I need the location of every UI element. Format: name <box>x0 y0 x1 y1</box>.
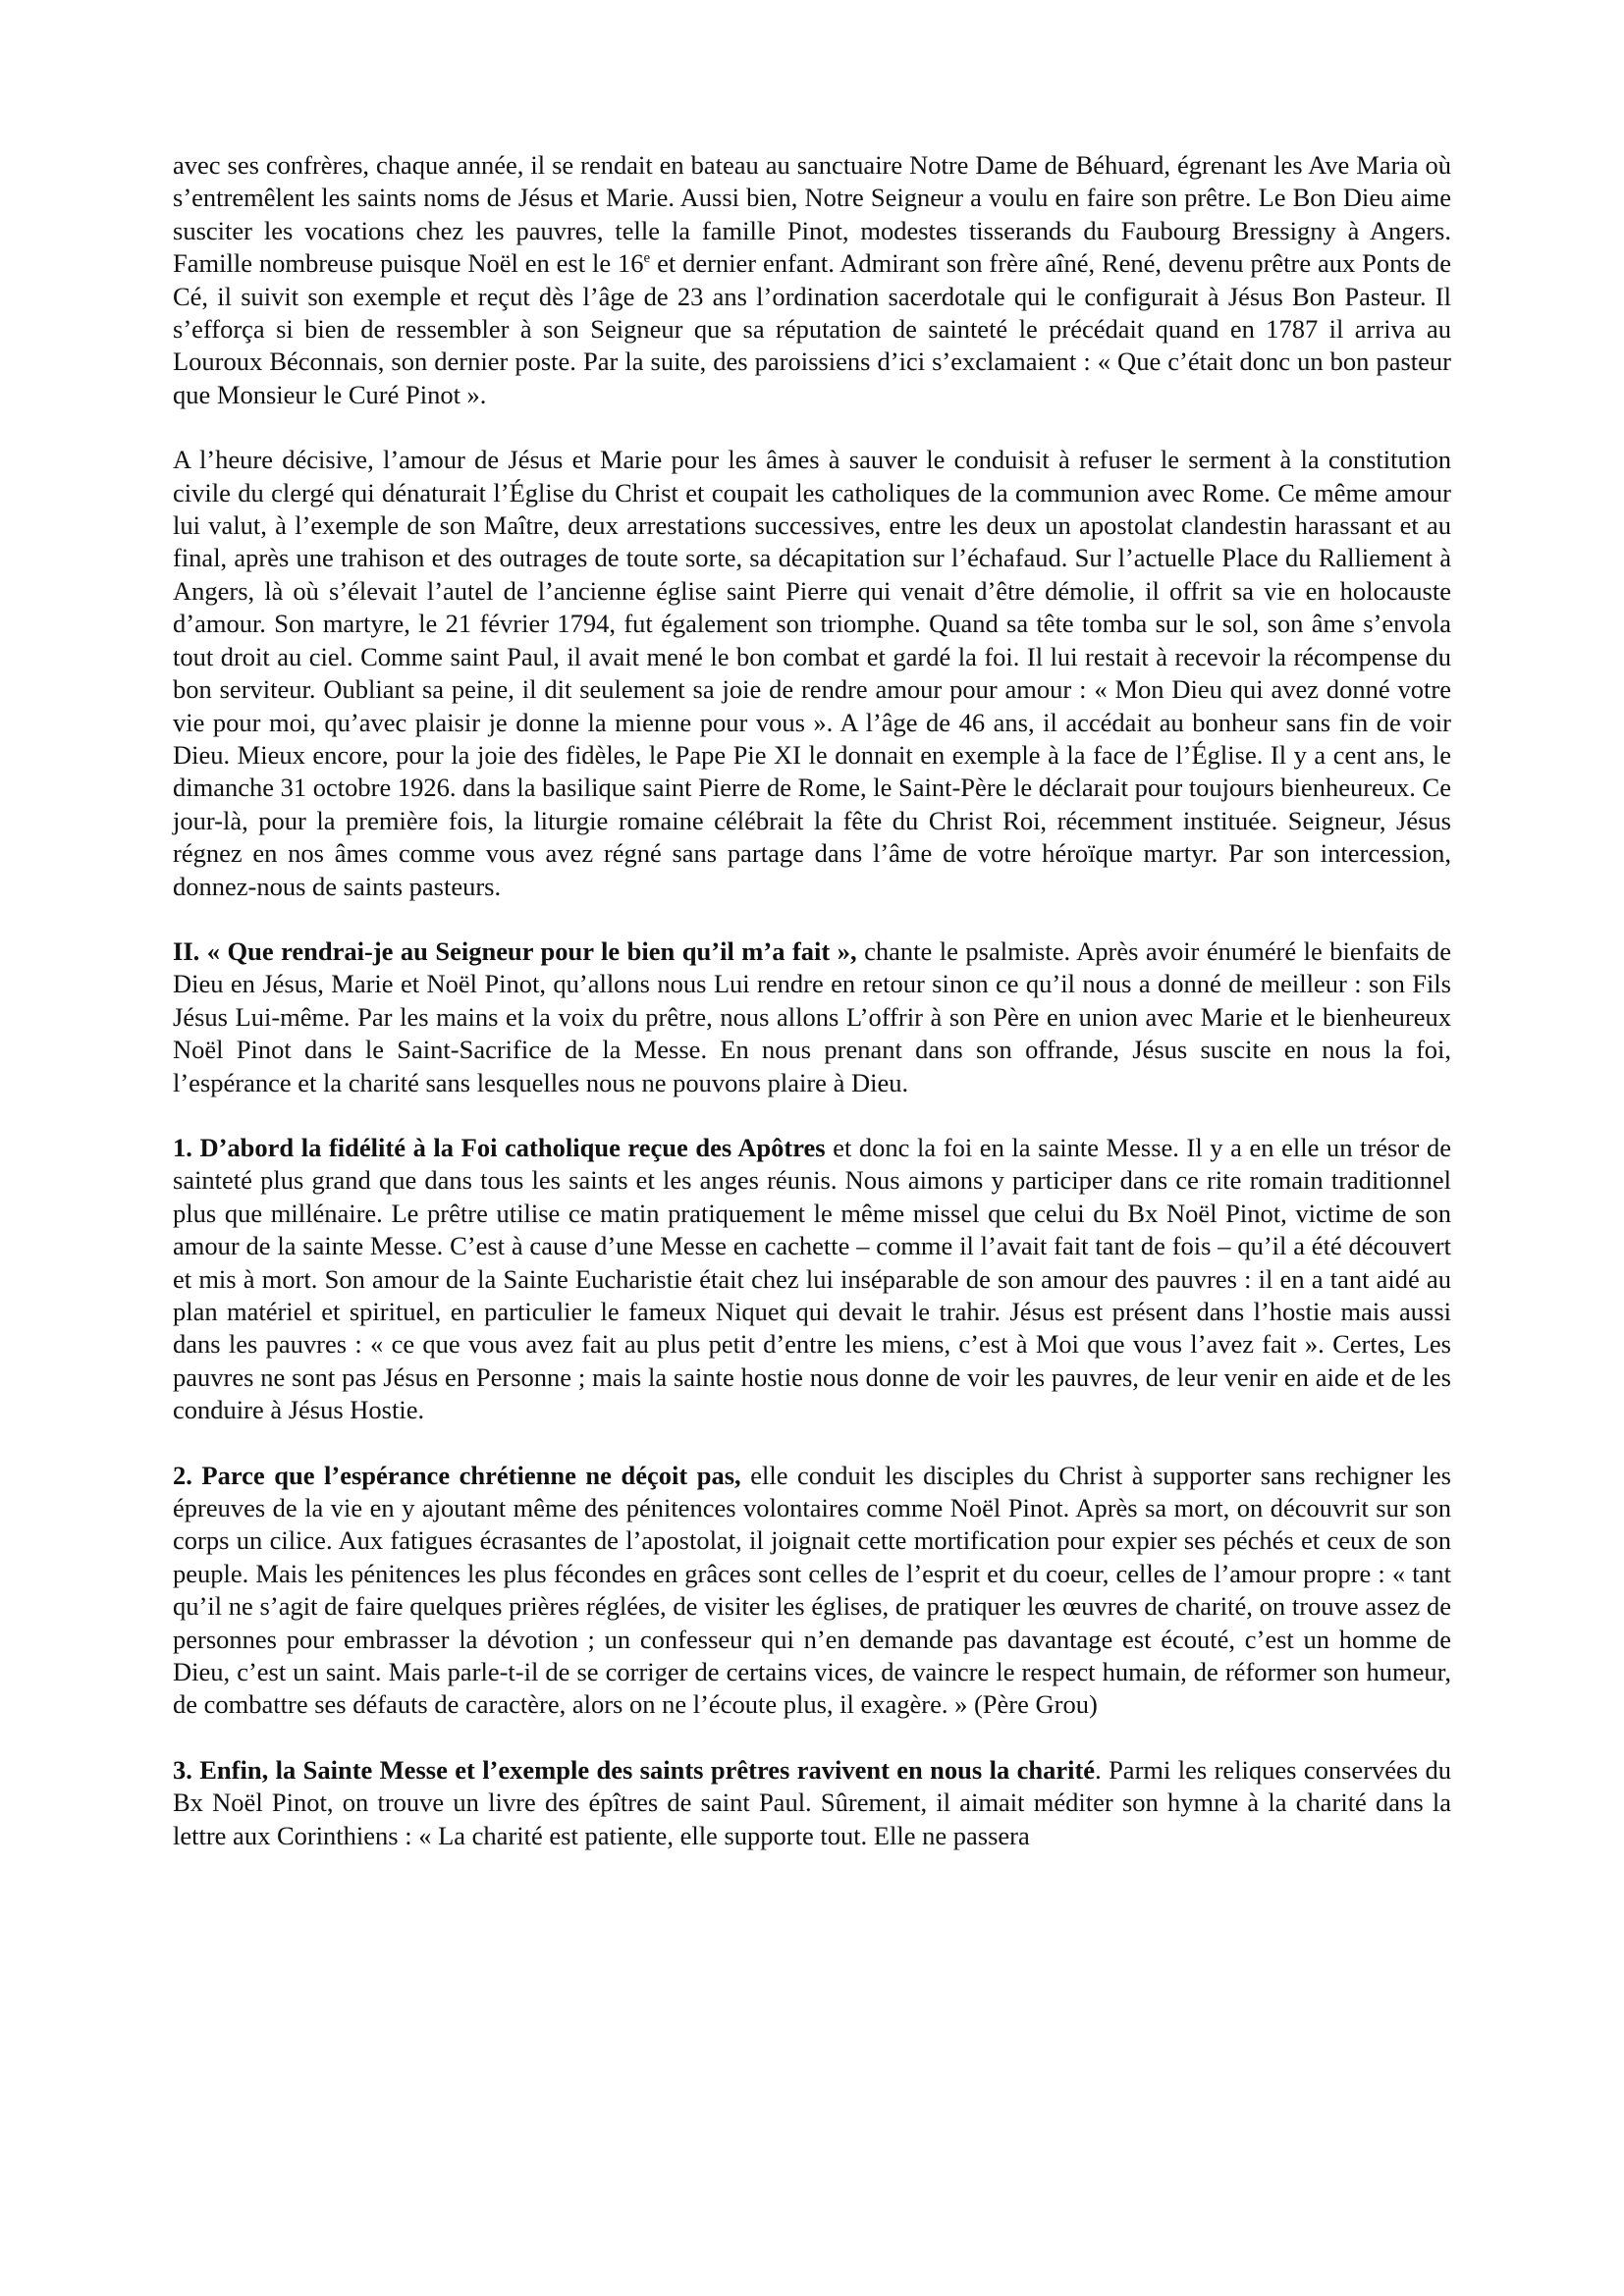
paragraph-pinot-vocation <box>173 149 1451 411</box>
paragraph-text: chante le psalmiste. Après avoir énuméré le bienfaits de Dieu en Jésus, Marie et Noël Pinot, qu’allons nous Lui rendre en retour sinon ce qu’il nous a donné de meilleur : son Fils Jésus Lui-même. Par les mains et la voix du prêtre, nous allons L’offrir à son Père en union avec Marie et le bienheureux Noël Pinot dans le Saint-Sacrifice de la Messe. En nous prenant dans son offrande, Jésus suscite en nous la foi, l’espérance et la charité sans lesquelles nous ne pouvons plaire à Dieu. <box>173 935 1451 1097</box>
paragraph-text: elle conduit les disciples du Christ à supporter sans rechigner les épreuves de la vie en y ajoutant même des pénitences volontaires comme Noël Pinot. Après sa mort, on découvrit sur son corps un cilice. Aux fatigues écrasantes de l’apostolat, il joignait cette mortification pour expier ses péchés et ceux de son peuple. Mais les pénitences les plus fécondes en grâces sont celles de l’esprit et du coeur, celles de l’amour propre : « tant qu’il ne s’agit de faire quelques prières réglées, de visiter les églises, de pratiquer les œuvres de charité, on trouve assez de personnes pour embrasser la dévotion ; un confesseur qui n’en demande pas davantage est écouté, c’est un homme de Dieu, c’est un saint. Mais parle-t-il de se corriger de certains vices, de vaincre le respect humain, de réformer son humeur, de combattre ses défauts de caractère, alors on ne l’écoute plus, il exagère. » (Père Grou) <box>173 1460 1451 1720</box>
paragraph-text: avec ses confrères, chaque année, il se rendait en bateau au sanctuaire Notre Dame de Béhuard, égrenant les Ave Maria où s’entremêlent les saints noms de Jésus et Marie. Aussi bien, Notre Seigneur a voulu en faire son prêtre. Le Bon Dieu aime susciter les vocations chez les pauvres, telle la famille Pinot, modestes tisserands du Faubourg Bressigny à Angers. Famille nombreuse puisque Noël en est le 16 <box>173 150 1451 279</box>
section-heading-ii: II. « Que rendrai-je au Seigneur pour le bien qu’il m’a fait », <box>173 935 857 966</box>
paragraph-text: . Parmi les reliques conservées du Bx Noël Pinot, on trouve un livre des épîtres de saint Paul. Sûrement, il aimait méditer son hymne à la charité dans la lettre aux Corinthiens : « La charité est patiente, elle supporte tout. Elle ne passera <box>173 1754 1451 1850</box>
paragraph-point-2-hope <box>173 1460 1451 1722</box>
paragraph-point-1-faith <box>173 1132 1451 1427</box>
document-page <box>173 149 1451 1885</box>
paragraph-point-3-charity <box>173 1754 1451 1852</box>
superscript-ordinal: e <box>643 250 651 267</box>
paragraph-martyrdom <box>173 444 1451 903</box>
paragraph-section-ii <box>173 935 1451 1099</box>
paragraph-text: A l’heure décisive, l’amour de Jésus et Marie pour les âmes à sauver le conduisit à refuser le serment à la constitution civile du clergé qui dénaturait l’Église du Christ et coupait les catholiques de la communion avec Rome. Ce même amour lui valut, à l’exemple de son Maître, deux arrestations successives, entre les deux un apostolat clandestin harassant et au final, après une trahison et des outrages de toute sorte, sa décapitation sur l’échafaud. Sur l’actuelle Place du Ralliement à Angers, là où s’élevait l’autel de l’ancienne église saint Pierre qui venait d’être démolie, il offrit sa vie en holocauste d’amour. Son martyre, le 21 février 1794, fut également son triomphe. Quand sa tête tomba sur le sol, son âme s’envola tout droit au ciel. Comme saint Paul, il avait mené le bon combat et gardé la foi. Il lui restait à recevoir la récompense du bon serviteur. Oubliant sa peine, il dit seulement sa joie de rendre amour pour amour : « Mon Dieu qui avez donné votre vie pour moi, qu’avec plaisir je donne la mienne pour vous ». A l’âge de 46 ans, il accédait au bonheur sans fin de voir Dieu. Mieux encore, pour la joie des fidèles, le Pape Pie XI le donnait en exemple à la face de l’Église. Il y a cent ans, le dimanche 31 octobre 1926. dans la basilique saint Pierre de Rome, le Saint-Père le déclarait pour toujours bienheureux. Ce jour-là, pour la première fois, la liturgie romaine célébrait la fête du Christ Roi, récemment instituée. Seigneur, Jésus régnez en nos âmes comme vous avez régné sans partage dans l’âme de votre héroïque martyr. Par son intercession, donnez-nous de saints pasteurs. <box>173 445 1451 901</box>
paragraph-text-continued: et dernier enfant. Admirant son frère aîné, René, devenu prêtre aux Ponts de Cé, il suivit son exemple et reçut dès l’âge de 23 ans l’ordination sacerdotale qui le configurait à Jésus Bon Pasteur. Il s’efforça si bien de ressembler à son Seigneur que sa réputation de sainteté le précédait quand en 1787 il arriva au Louroux Béconnais, son dernier poste. Par la suite, des paroissiens d’ici s’exclamaient : « Que c’était donc un bon pasteur que Monsieur le Curé Pinot ». <box>173 248 1451 409</box>
paragraph-text: et donc la foi en la sainte Messe. Il y a en elle un trésor de sainteté plus grand que dans tous les saints et les anges réunis. Nous aimons y participer dans ce rite romain traditionnel plus que millénaire. Le prêtre utilise ce matin pratiquement le même missel que celui du Bx Noël Pinot, victime de son amour de la sainte Messe. C’est à cause d’une Messe en cachette – comme il l’avait fait tant de fois – qu’il a été découvert et mis à mort. Son amour de la Sainte Eucharistie était chez lui inséparable de son amour des pauvres : il en a tant aidé au plan matériel et spirituel, en particulier le fameux Niquet qui devait le trahir. Jésus est présent dans l’hostie mais aussi dans les pauvres : « ce que vous avez fait au plus petit d’entre les miens, c’est à Moi que vous l’avez fait ». Certes, Les pauvres ne sont pas Jésus en Personne ; mais la sainte hostie nous donne de voir les pauvres, de leur venir en aide et de les conduire à Jésus Hostie. <box>173 1132 1451 1425</box>
point-heading-3: 3. Enfin, la Sainte Messe et l’exemple des saints prêtres ravivent en nous la charité <box>173 1754 1096 1785</box>
point-heading-2: 2. Parce que l’espérance chrétienne ne déçoit pas, <box>173 1460 741 1490</box>
point-heading-1: 1. D’abord la fidélité à la Foi catholique reçue des Apôtres <box>173 1132 826 1162</box>
